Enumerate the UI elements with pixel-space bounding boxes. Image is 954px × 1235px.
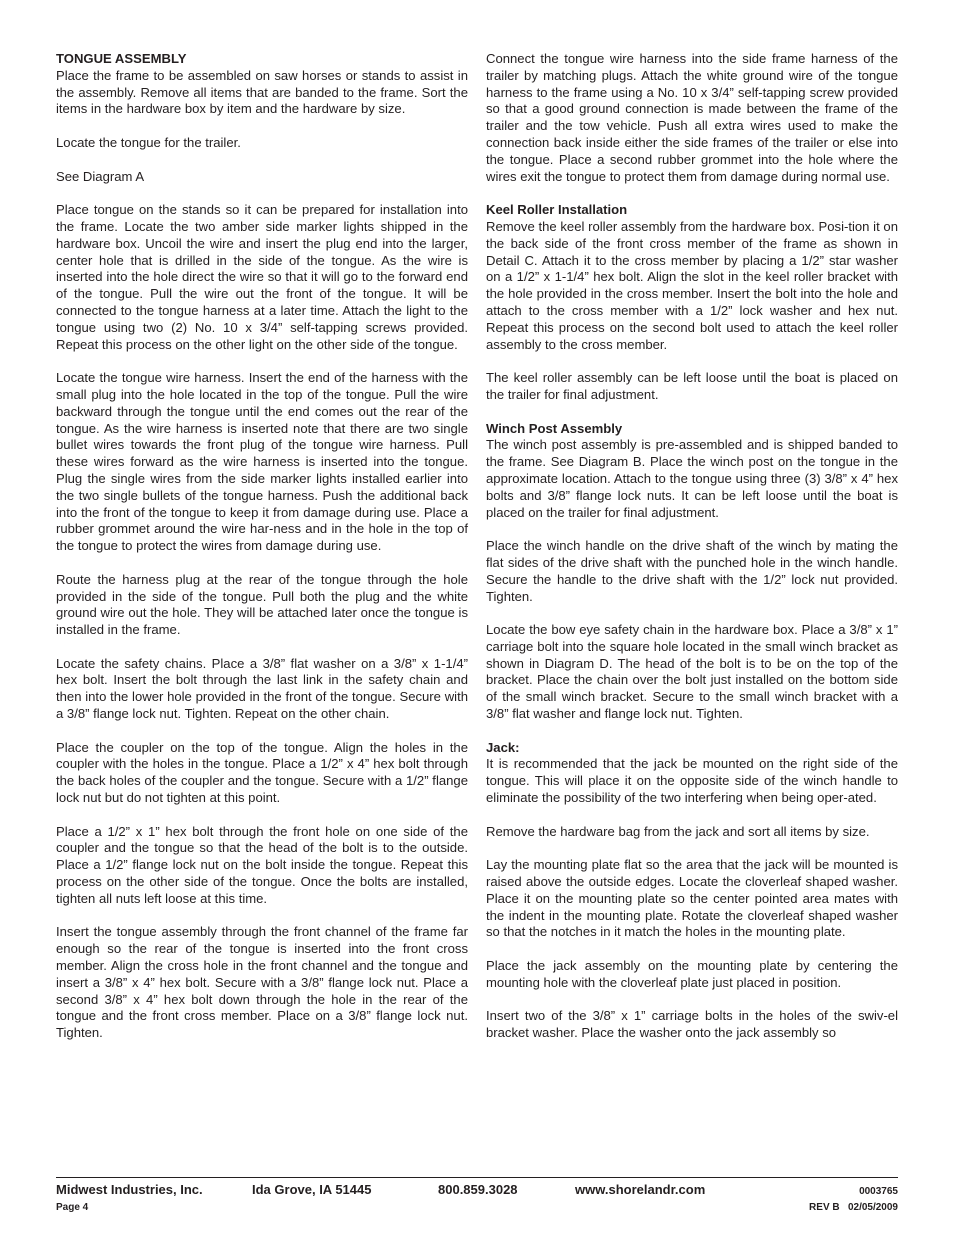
paragraph: Lay the mounting plate flat so the area that the jack will be mounted is raised above the outside edges. Locate the cloverleaf shaped washer. Place it on the mounting plate so the center pointed area mates with the indent in the mounting plate. Rotate the cloverleaf shaped washer so that the notches in it match the holes in the mounting plate. bbox=[486, 857, 898, 940]
keel-roller-heading: Keel Roller Installation bbox=[486, 202, 628, 218]
paragraph: Place the coupler on the top of the tongue. Align the holes in the coupler with the holes in the tongue. Place a 1/2” x 4” hex bolt through the back holes of the coupler and the tongue. Secure with a 1/2” flange lock nut but do not tighten at this point. bbox=[56, 739, 468, 806]
paragraph: Insert the tongue assembly through the front channel of the frame far enough so the rear of the tongue is inserted into the front cross member. Align the cross hole in the front channel and the tongue and insert a 3/8” x 4” hex bolt. Secure with a 3/8” flange lock nut. Place a second 3/8” x 4” hex bolt down through the hole in the rear of the tongue and the front cross member. Place on a 3/8” flange lock nut. Tighten. bbox=[56, 924, 468, 1041]
paragraph: It is recommended that the jack be mounted on the right side of the tongue. This will place it on the opposite side of the winch handle to eliminate the possibility of the two interfering when being oper-ated. bbox=[486, 756, 898, 806]
paragraph: The winch post assembly is pre-assembled and is shipped banded to the frame. See Diagram B. Place the winch post on the tongue in the approximate location. Attach to the tongue using three (3) 3/8” x 4” hex bolts and 3/8” flange lock nuts. It can be left loose until the boat is placed on the trailer for final adjustment. bbox=[486, 437, 898, 520]
paragraph: Locate the tongue wire harness. Insert the end of the harness with the small plug into the hole located in the top of the tongue. Pull the wire backward through the tongue until the end comes out the rear of the tongue. As the wire harness is inserted note that there are two single bullet wires towards the front plug of the tongue wire harness. Pull these wires forward as the wire harness is inserted into the tongue. Plug the single wires from the side marker lights installed earlier into the two single bullets of the tongue harness. Push the additional back into the front of the tongue to keep it from damage during use. Place a rubber grommet around the wire har-ness and in the hole in the top of the tongue to protect the wires from damage during use. bbox=[56, 370, 468, 554]
footer-website: www.shorelandr.com bbox=[575, 1182, 706, 1197]
footer-city: Ida Grove, IA 51445 bbox=[252, 1182, 372, 1197]
paragraph: Locate the bow eye safety chain in the hardware box. Place a 3/8” x 1” carriage bolt into the square hole located in the small winch bracket as shown in Diagram D. The head of the bolt is to be on the top of the bracket. Place the chain over the bolt just installed on the bottom side of the small winch bracket. Secure to the small winch bracket with a 3/8” flat washer and flange lock nut. Tighten. bbox=[486, 622, 898, 722]
paragraph: Place the winch handle on the drive shaft of the winch by mating the flat sides of the drive shaft with the punched hole in the winch handle. Secure the handle to the drive shaft with the 1/2” lock nut provided. Tighten. bbox=[486, 538, 898, 604]
footer-rule bbox=[56, 1177, 898, 1178]
footer-page-number: Page 4 bbox=[56, 1202, 89, 1213]
paragraph: Locate the tongue for the trailer. bbox=[56, 134, 241, 150]
paragraph: Route the harness plug at the rear of the tongue through the hole provided in the side of the tongue. Pull both the plug and the white ground wire out the hole. They will be attached later once the tongue is installed in the frame. bbox=[56, 571, 468, 638]
jack-heading: Jack: bbox=[486, 739, 520, 755]
paragraph: Place the jack assembly on the mounting plate by centering the mounting hole with the cloverleaf plate just placed in position. bbox=[486, 958, 898, 990]
paragraph: Locate the safety chains. Place a 3/8” flat washer on a 3/8” x 1-1/4” hex bolt. Insert the bolt through the last link in the safety chain and then into the lower hole provided in the front of the tongue. Secure with a 3/8” flange lock nut. Tighten. Repeat on the other chain. bbox=[56, 655, 468, 722]
paragraph: Place tongue on the stands so it can be prepared for installation into the frame. Locate the two amber side marker lights shipped in the hardware box. Uncoil the wire and insert the plug end into the larger, center hole that is drilled in the side of the tongue. As the wire is inserted into the hole direct the wire so that it will go to the forward end of the tongue. Pull the wire out the front of the tongue. It will be connected to the tongue harness at a later time. Attach the light to the tongue using two (2) No. 10 x 3/4” self-tapping screws provided. Repeat this process on the other light on the other side of the tongue. bbox=[56, 202, 468, 352]
left-column bbox=[56, 51, 468, 1042]
paragraph: The keel roller assembly can be left loose until the boat is placed on the trailer for final adjustment. bbox=[486, 370, 898, 402]
paragraph: Place a 1/2” x 1” hex bolt through the front hole on one side of the coupler and the tongue so that the head of the bolt is to the outside. Place a 1/2” flange lock nut on the bolt inside the tongue. Repeat this process on the other side of the tongue. Once the bolts are installed, tighten all nuts left loose at this time. bbox=[56, 823, 468, 906]
footer-doc-number: 0003765 bbox=[859, 1186, 898, 1197]
footer-phone: 800.859.3028 bbox=[438, 1182, 518, 1197]
paragraph: Remove the keel roller assembly from the hardware box. Posi-tion it on the back side of the front cross member of the frame as shown in Detail C. Attach it to the cross member by placing a 1/2” star washer on a 1/2” x 1-1/4” hex bolt. Align the slot in the keel roller bracket with the hole provided in the cross member. Insert the bolt into the hole and attach to the cross member with a 1/2” lock washer and hex nut. Repeat this process on the second bolt used to attach the keel roller assembly to the cross member. bbox=[486, 218, 898, 352]
winch-post-heading: Winch Post Assembly bbox=[486, 420, 623, 436]
right-column bbox=[486, 51, 898, 1042]
paragraph: Connect the tongue wire harness into the side frame harness of the trailer by matching plugs. Attach the white ground wire of the tongue harness to the frame using a No. 10 x 3/4” self-tapping screw provided so that a good ground connection is made between the frame of the trailer and the tow vehicle. Push all extra wires used to make the connection back inside either the side frames of the trailer or else into the tongue. Place a second rubber grommet into the hole where the wires exit the tongue to protect them from damage during normal use. bbox=[486, 51, 898, 184]
paragraph: Insert two of the 3/8” x 1” carriage bolts in the holes of the swiv-el bracket washer. Place the washer onto the jack assembly so bbox=[486, 1008, 898, 1041]
paragraph: Place the frame to be assembled on saw horses or stands to assist in the assembly. Remove all items that are banded to the frame. Sort the items in the hardware box by item and the hardware by size. bbox=[56, 67, 468, 117]
paragraph: Remove the hardware bag from the jack and sort all items by size. bbox=[486, 823, 870, 839]
paragraph: See Diagram A bbox=[56, 168, 145, 184]
tongue-assembly-heading: TONGUE ASSEMBLY bbox=[56, 51, 187, 66]
footer-company: Midwest Industries, Inc. bbox=[56, 1182, 203, 1197]
footer-revision: REV B 02/05/2009 bbox=[809, 1202, 898, 1213]
